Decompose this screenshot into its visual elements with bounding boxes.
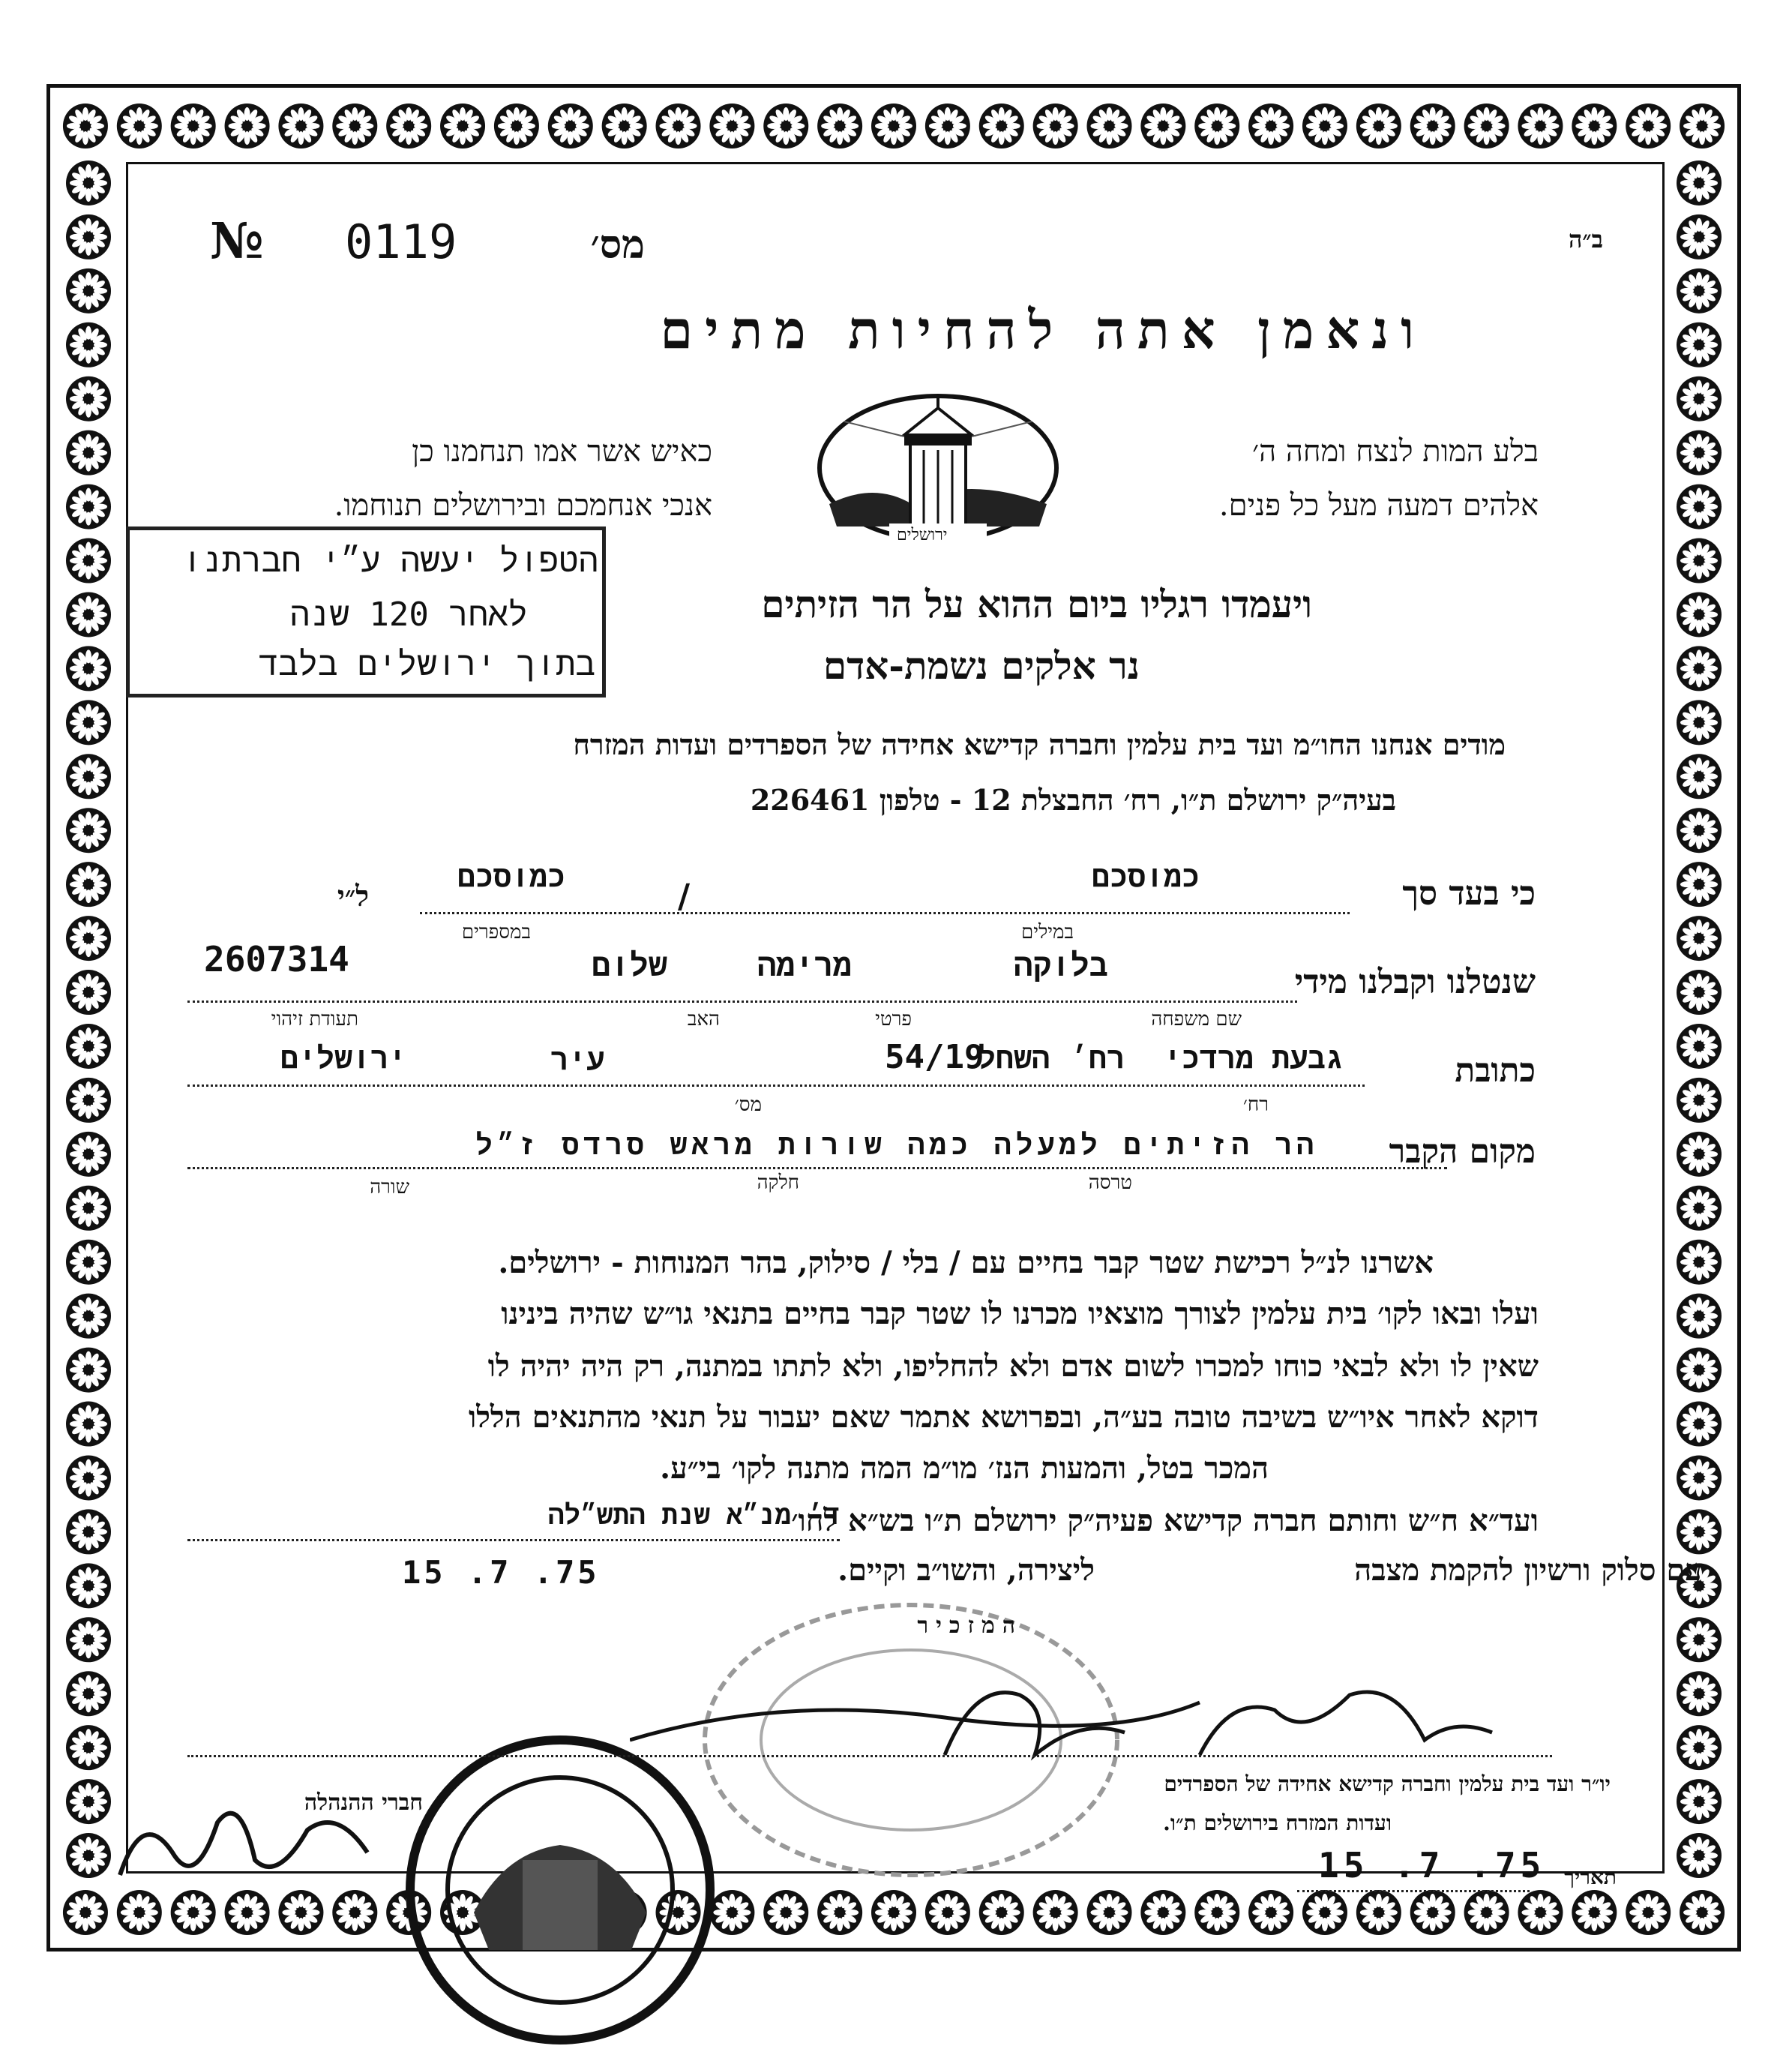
- org-line-2: בעיה״ק ירושלם ת״ו, רח׳ החבצלת 12 - טלפון 226461: [750, 783, 1396, 817]
- rosette-ornament: [66, 1455, 111, 1500]
- hebrew-date-value: ד׳ מנ״א שנת התש״לה: [547, 1500, 840, 1531]
- rosette-ornament: [1677, 754, 1722, 799]
- rosette-ornament: [1677, 376, 1722, 422]
- first-name-caption: פרטי: [875, 1008, 912, 1030]
- chairman-line-2: ועדות המזרח בירושלים ת״ו.: [1163, 1810, 1392, 1835]
- rosette-ornament: [1626, 104, 1671, 148]
- footer-date-value: 15 .7 .75: [1318, 1845, 1546, 1886]
- rosette-ornament: [1248, 1890, 1293, 1935]
- rosette-ornament: [1086, 1890, 1131, 1935]
- amount-words: כמוסכם: [1091, 860, 1200, 894]
- grave-label: מקום הקבר: [1389, 1132, 1536, 1171]
- rosette-ornament: [1464, 1890, 1509, 1935]
- id-caption: תעודת זיהוי: [271, 1008, 358, 1030]
- rosette-ornament: [602, 104, 647, 148]
- rosette-ornament: [979, 104, 1024, 148]
- rosette-ornament: [1086, 104, 1131, 148]
- logo-caption: ירושלים: [897, 526, 948, 544]
- rosette-ornament: [66, 1617, 111, 1662]
- street-abbr: רח׳: [1070, 1041, 1125, 1076]
- rosette-ornament: [66, 322, 111, 368]
- address-label: כתובת: [1455, 1052, 1536, 1090]
- rosette-ornament: [871, 104, 916, 148]
- rosette-ornament: [386, 104, 431, 148]
- city-label: עיר: [550, 1042, 604, 1077]
- number-caption: מס׳: [734, 1094, 762, 1116]
- rosette-ornament: [1572, 104, 1617, 148]
- rosette-ornament: [1677, 700, 1722, 745]
- bh-mark: ב״ה: [1569, 225, 1603, 254]
- rosette-ornament: [1302, 1890, 1347, 1935]
- rosette-ornament: [1677, 592, 1722, 637]
- rosette-ornament: [1677, 1671, 1722, 1716]
- rosette-ornament: [66, 646, 111, 691]
- rosette-ornament: [1302, 104, 1347, 148]
- name-dotted-line: [187, 1000, 1297, 1003]
- rosette-ornament: [66, 1294, 111, 1339]
- rosette-ornament: [1677, 1509, 1722, 1554]
- rosette-ornament: [1677, 160, 1722, 206]
- body-line-5: המכר בטל, והמעות הנז׳ מו״מ המה מתנה לקו׳ בי״ע.: [660, 1450, 1269, 1486]
- rosette-ornament: [763, 104, 808, 148]
- family-name-value: בלוקה: [1013, 946, 1108, 983]
- rosette-ornament: [925, 1890, 970, 1935]
- rosette-ornament: [1677, 1348, 1722, 1393]
- section-caption: חלקה: [757, 1172, 799, 1194]
- rosette-ornament: [1572, 1890, 1617, 1935]
- rosette-ornament: [66, 1509, 111, 1554]
- rosette-ornament: [1677, 862, 1722, 907]
- neighborhood-value: גבעת מרדכי: [1163, 1041, 1344, 1076]
- rosette-ornament: [1677, 1833, 1722, 1878]
- management-label: חברי ההנהלה: [304, 1790, 423, 1816]
- rosette-ornament: [66, 484, 111, 530]
- rosette-ornament: [1140, 104, 1185, 148]
- secretary-label: המזכיר: [917, 1612, 1023, 1639]
- parcel-caption: טרסה: [1088, 1172, 1132, 1194]
- body-line-3: שאין לו ולא לבאי כוחו למכרו לשום אדם ולא להחליפו, ולא לתתו במתנה, רק היה יהיה לו: [487, 1348, 1539, 1384]
- date-dotted-line: [187, 1539, 840, 1541]
- rosette-ornament: [1464, 104, 1509, 148]
- rosette-ornament: [548, 104, 593, 148]
- rosette-ornament: [1410, 104, 1455, 148]
- rosette-ornament: [66, 592, 111, 637]
- rosette-ornament: [1677, 1725, 1722, 1770]
- rosette-ornament: [1033, 104, 1078, 148]
- amount-dotted-line: [420, 912, 1350, 914]
- verse-left-2: אנכי אנחמכם ובירושלים תנוחמו.: [334, 488, 712, 523]
- rosette-ornament: [66, 1671, 111, 1716]
- body-line-6: ועד״א ח״ש וחותם חברה קדישא פעיה״ק ירושלם ת״ו בש״א לחו׳: [791, 1503, 1539, 1538]
- amount-slash: /: [678, 878, 691, 916]
- digits-caption: במספרים: [461, 921, 531, 944]
- rosette-ornament: [66, 1402, 111, 1447]
- father-name-value: שלום: [592, 946, 667, 983]
- subtitle-line-2: נר אלקים נשמת-אדם: [823, 644, 1140, 688]
- body-line-2: ועלו ובאו לקו׳ בית עלמין לצורך מוצאיו מכרנו לו שטר קבר בחיים בתנאי גו״ש שהיה בינינו: [501, 1296, 1539, 1331]
- rosette-ornament: [1677, 538, 1722, 584]
- rosette-ornament: [1518, 104, 1563, 148]
- serial-number: 0119: [345, 214, 457, 269]
- rosette-ornament: [1356, 104, 1401, 148]
- rosette-ornament: [66, 1186, 111, 1231]
- rosette-ornament: [871, 1890, 916, 1935]
- org-line-1: מודים אנחנו החו״מ ועד בית עלמין וחברה קדישא אחידה של הספרדים ועדות המזרח: [573, 728, 1506, 761]
- stamp-line-3: בתוך ירושלים בלבד: [258, 645, 595, 683]
- rosette-ornament: [1356, 1890, 1401, 1935]
- street-caption: רח׳: [1242, 1094, 1269, 1116]
- rosette-ornament: [656, 104, 701, 148]
- house-number-value: 54/19: [885, 1038, 984, 1076]
- rosette-ornament: [225, 104, 270, 148]
- chairman-line-1: יו״ר ועד בית עלמין וחברה קדישא אחידה של הספרדים: [1164, 1772, 1611, 1796]
- rosette-ornament: [1677, 1294, 1722, 1339]
- rosette-ornament: [278, 104, 323, 148]
- rosette-ornament: [66, 1132, 111, 1177]
- rosette-ornament: [171, 104, 216, 148]
- number-symbol: №: [210, 212, 264, 270]
- currency-label: ל״י: [337, 879, 369, 913]
- main-title: ונאמן אתה להחיות מתים: [660, 298, 1426, 361]
- rosette-ornament: [709, 104, 754, 148]
- rosette-border-right: [1669, 156, 1729, 1882]
- rosette-ornament: [66, 1725, 111, 1770]
- rosette-ornament: [1248, 104, 1293, 148]
- rosette-ornament: [66, 1024, 111, 1069]
- street-value: השחל: [977, 1041, 1050, 1076]
- body-line-7: עם סלוק ורשיון להקמת מצבה: [1354, 1552, 1702, 1588]
- rosette-ornament: [1677, 214, 1722, 260]
- rosette-ornament: [1677, 1240, 1722, 1285]
- rosette-ornament: [763, 1890, 808, 1935]
- city-value: ירושלים: [280, 1041, 406, 1076]
- rosette-ornament: [1677, 1024, 1722, 1069]
- rosette-ornament: [1518, 1890, 1563, 1935]
- id-number-value: 2607314: [204, 939, 349, 980]
- rosette-ornament: [66, 160, 111, 206]
- grave-dotted-line: [187, 1167, 1447, 1169]
- rosette-ornament: [1677, 322, 1722, 368]
- rosette-ornament: [63, 1890, 108, 1935]
- first-name-value: מרימה: [757, 946, 852, 983]
- words-caption: במילים: [1021, 921, 1074, 944]
- rosette-ornament: [979, 1890, 1024, 1935]
- address-dotted-line: [187, 1084, 1365, 1087]
- rosette-ornament: [925, 104, 970, 148]
- row-caption: שורה: [370, 1176, 409, 1198]
- rosette-ornament: [1677, 268, 1722, 314]
- rosette-ornament: [817, 1890, 862, 1935]
- rosette-ornament: [1677, 646, 1722, 691]
- rosette-ornament: [1140, 1890, 1185, 1935]
- rosette-ornament: [1194, 104, 1239, 148]
- rosette-ornament: [1677, 1186, 1722, 1231]
- rosette-ornament: [66, 214, 111, 260]
- serial-label: מס׳: [590, 222, 645, 268]
- rosette-ornament: [817, 104, 862, 148]
- rosette-ornament: [1677, 1617, 1722, 1662]
- verse-right-2: אלהים דמעה מעל כל פנים.: [1218, 488, 1539, 523]
- rosette-ornament: [1677, 916, 1722, 961]
- rosette-ornament: [1677, 1779, 1722, 1824]
- issue-date-value: 15 .7 .75: [402, 1554, 600, 1591]
- rosette-ornament: [66, 1240, 111, 1285]
- rosette-ornament: [66, 1563, 111, 1608]
- rosette-ornament: [1677, 1132, 1722, 1177]
- body-line-4: דוקא לאחר איו״ש בשיבה טובה בע״ה, ובפרושא אתמר שאם יעבור על תנאי מהתנאים הללו: [468, 1400, 1539, 1435]
- family-name-caption: שם משפחה: [1151, 1008, 1242, 1030]
- rosette-ornament: [66, 862, 111, 907]
- rosette-ornament: [1033, 1890, 1078, 1935]
- rosette-ornament: [1677, 484, 1722, 530]
- subtitle-line-1: ויעמדו רגליו ביום ההוא על הר הזיתים: [761, 582, 1312, 626]
- rosette-ornament: [66, 430, 111, 476]
- rosette-ornament: [1677, 430, 1722, 476]
- father-caption: האב: [687, 1008, 720, 1030]
- rosette-ornament: [1677, 970, 1722, 1015]
- rosette-ornament: [1677, 1078, 1722, 1123]
- rosette-ornament: [1626, 1890, 1671, 1935]
- footer-date-line: [1297, 1890, 1530, 1892]
- stamp-line-1: הטפול יעשה ע״י חברתנו: [182, 542, 598, 580]
- rosette-ornament: [66, 700, 111, 745]
- rosette-ornament: [494, 104, 539, 148]
- received-label: שנטלנו וקבלנו מידי: [1294, 963, 1536, 1001]
- stamp-line-2: לאחר 120 שנה: [289, 596, 528, 634]
- rosette-ornament: [1677, 1455, 1722, 1500]
- body-line-7b: ליצירה, והשו״ב וקיים.: [838, 1552, 1095, 1588]
- rosette-border-left: [58, 156, 118, 1882]
- rosette-ornament: [66, 1348, 111, 1393]
- rosette-ornament: [1677, 1402, 1722, 1447]
- amount-label: כי בעד סך: [1402, 874, 1536, 913]
- rosette-ornament: [1680, 1890, 1725, 1935]
- rosette-ornament: [1677, 808, 1722, 853]
- rosette-ornament: [1410, 1890, 1455, 1935]
- rosette-ornament: [66, 376, 111, 422]
- rosette-ornament: [66, 916, 111, 961]
- rosette-ornament: [440, 104, 485, 148]
- rosette-ornament: [66, 538, 111, 584]
- rosette-ornament: [66, 970, 111, 1015]
- grave-location-value: הר הזיתים למעלה כמה שורות מראש סרדס ז״ל: [475, 1128, 1318, 1161]
- rosette-ornament: [1680, 104, 1725, 148]
- rosette-ornament: [66, 1779, 111, 1824]
- rosette-ornament: [117, 104, 162, 148]
- verse-left-1: כאיש אשר אמו תנחמנו כן: [412, 434, 712, 469]
- rosette-ornament: [66, 268, 111, 314]
- amount-digits: כמוסכם: [457, 860, 565, 894]
- date-label: תאריך: [1564, 1864, 1617, 1889]
- rosette-border-top: [58, 96, 1729, 156]
- rosette-ornament: [1194, 1890, 1239, 1935]
- rosette-ornament: [332, 104, 377, 148]
- body-line-1: אשרנו לנ״ל רכישת שטר קבר בחיים עם / בלי / סילוק, בהר המנוחות - ירושלים.: [498, 1245, 1434, 1280]
- rosette-ornament: [66, 1833, 111, 1878]
- rosette-ornament: [63, 104, 108, 148]
- rosette-ornament: [66, 754, 111, 799]
- signature-dotted-line: [187, 1755, 1552, 1757]
- rosette-ornament: [66, 1078, 111, 1123]
- rosette-ornament: [66, 808, 111, 853]
- verse-right-1: בלע המות לנצח ומחה ה׳: [1251, 434, 1539, 469]
